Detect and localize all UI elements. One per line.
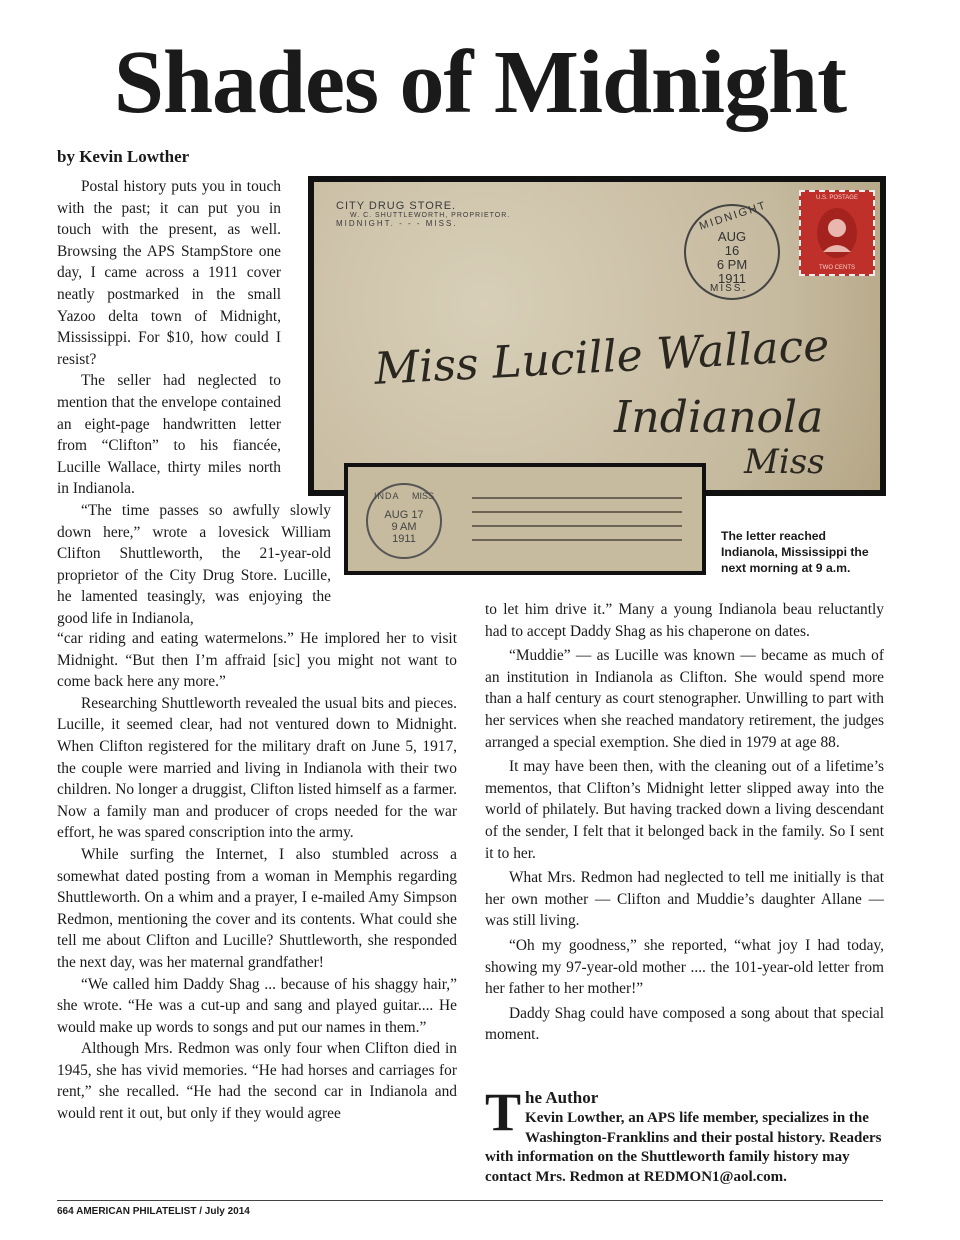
paragraph: Postal history puts you in touch with the past; it can put you in touch with the present, as well. Browsing the APS StampStore one day, I came across a 1911 cover neatly postmarked in the small Yazoo delta town of Midnight, Mississippi. For $10, how could I resist? [57, 178, 281, 368]
paragraph: Researching Shuttleworth revealed the usual bits and pieces. Lucille, it seemed clear, had not ventured down to Midnight. When Clifton registered for the military draft on June 5, 1917, the couple were married and living in Indianola with their two children. No longer a druggist, Clifton listed himself as a farmer. Now a family man and producer of crops needed for the war effort, he was spared conscription into the army. [57, 694, 457, 842]
cancel-line [472, 525, 682, 527]
drop-cap: T [485, 1082, 522, 1142]
receiving-postmark-date [368, 509, 440, 545]
stamp-bottom-text: TWO CENTS [819, 265, 855, 271]
receiving-postmark-state: MISS [411, 491, 434, 501]
store-name: CITY DRUG STORE. [336, 200, 457, 212]
author-bio [485, 1082, 885, 1187]
store-imprint [336, 200, 510, 228]
backstamp [348, 467, 702, 571]
store-town: MIDNIGHT. - - - MISS. [336, 219, 458, 228]
paragraph: “The time passes so awfully slowly down here,” wrote a lovesick William Clifton Shuttleworth, the 21-year-old proprietor of the City Drug Store. Lucille, he lamented teasingly, was enjoying the good life in Indianola, [57, 502, 331, 627]
stamp-portrait [801, 192, 873, 274]
paragraph: to let him drive it.” Many a young Indianola beau reluctantly had to accept Daddy Shag as his chaperone on dates. [485, 601, 884, 640]
article-title: Shades of Midnight [113, 33, 847, 132]
author-text: Kevin Lowther, an APS life member, specializes in the Washington-Franklins and their postal history. Readers with information on the Shuttleworth family history may contact Mrs. Redmon at REDMON1@aol.com. [485, 1110, 882, 1185]
postmark [684, 199, 780, 300]
cancel-line [472, 539, 682, 541]
paragraph: “car riding and eating watermelons.” He implored her to visit Midnight. “But then I’m affraid [sic] you might not want to come back here any more.” [57, 630, 457, 691]
postage-stamp [799, 190, 875, 276]
footer-rule [57, 1200, 883, 1201]
paragraph: It may have been then, with the cleaning out of a lifetime’s mementos, that Clifton’s Midnight letter slipped away into the world of philately. But having tracked down a living descendant of the sender, I felt that it belonged back in the family. So I sent it to her. [485, 758, 884, 862]
photo-caption: The letter reached Indianola, Mississippi the next morning at 9 a.m. [721, 529, 869, 575]
postmark-day: 16 [724, 243, 740, 258]
right-column [485, 599, 884, 1049]
postmark-time: 6 PM [716, 257, 748, 272]
envelope [314, 182, 880, 490]
paragraph: The seller had neglected to mention that the envelope contained an eight-page handwritten letter from “Clifton” to his fiancée, Lucille Wallace, thirty miles north in Indianola. [57, 372, 281, 498]
paragraph: “Muddie” — as Lucille was known — became as much of an institution in Indianola as Clifton. She would spend more than a half century as court stenographer. Unwilling to part with her services when she reached mandatory retirement, the judges arranged a special exemption. She died in 1979 at age 88. [485, 647, 884, 751]
left-column [57, 628, 457, 1125]
address-line-1: Miss Lucille Wallace [372, 320, 831, 395]
stamp-top-text: U.S. POSTAGE [816, 195, 858, 201]
address-line-3: Miss [744, 442, 825, 482]
postmark-month: AUG [717, 229, 747, 244]
store-proprietor: W. C. SHUTTLEWORTH, PROPRIETOR. [350, 212, 511, 219]
page-footer: 664 AMERICAN PHILATELIST / July 2014 [57, 1206, 250, 1217]
left-column-top [57, 176, 281, 500]
paragraph: Daddy Shag could have composed a song about that special moment. [485, 1004, 884, 1044]
paragraph: Although Mrs. Redmon was only four when Clifton died in 1945, she has vivid memories. “He had horses and carriages for rent,” she recalled. “He had the second car in Indianola and would rent it out, but only if they would agree [57, 1040, 457, 1123]
paragraph: What Mrs. Redmon had neglected to tell me initially is that her own mother — Clifton and Muddie’s daughter Allane — was still living. [485, 869, 884, 930]
receiving-date: AUG 17 [384, 509, 424, 521]
left-column-mid [57, 500, 331, 630]
byline: by Kevin Lowther [57, 147, 190, 166]
author-heading: he Author [525, 1088, 599, 1107]
paragraph: “Oh my goodness,” she reported, “what joy I had today, showing my 97-year-old mother .... the 101-year-old letter from her father to her mother!” [485, 936, 884, 998]
address-line-2: Indianola [614, 392, 824, 443]
cancel-line [472, 511, 682, 513]
postmark-date [686, 230, 778, 286]
receiving-year: 1911 [392, 533, 416, 545]
cancel-line [472, 497, 682, 499]
postmark-year: 1911 [718, 271, 746, 286]
paragraph: “We called him Daddy Shag ... because of his shaggy hair,” she wrote. “He was a cut-up and sang and played guitar.... He would make up words to songs and put our names in them.” [57, 975, 457, 1036]
paragraph: While surfing the Internet, I also stumbled across a somewhat dated posting from a woman in Memphis regarding Shuttleworth. On a whim and a prayer, I e-mailed Amy Simpson Redmon, mentioning the cover and its contents. What could she tell me about Clifton and Lucille? Shuttleworth, she responded the next day, was her maternal grandfather! [57, 845, 457, 971]
backstamp-inset-photo [344, 463, 706, 575]
envelope-photo [308, 176, 886, 496]
postmark-town: MIDNIGHT [697, 199, 769, 233]
receiving-time: 9 AM [391, 521, 417, 533]
postmark-state: MISS. [710, 283, 748, 294]
receiving-postmark [366, 483, 442, 559]
receiving-postmark-town: INDA [374, 491, 400, 501]
